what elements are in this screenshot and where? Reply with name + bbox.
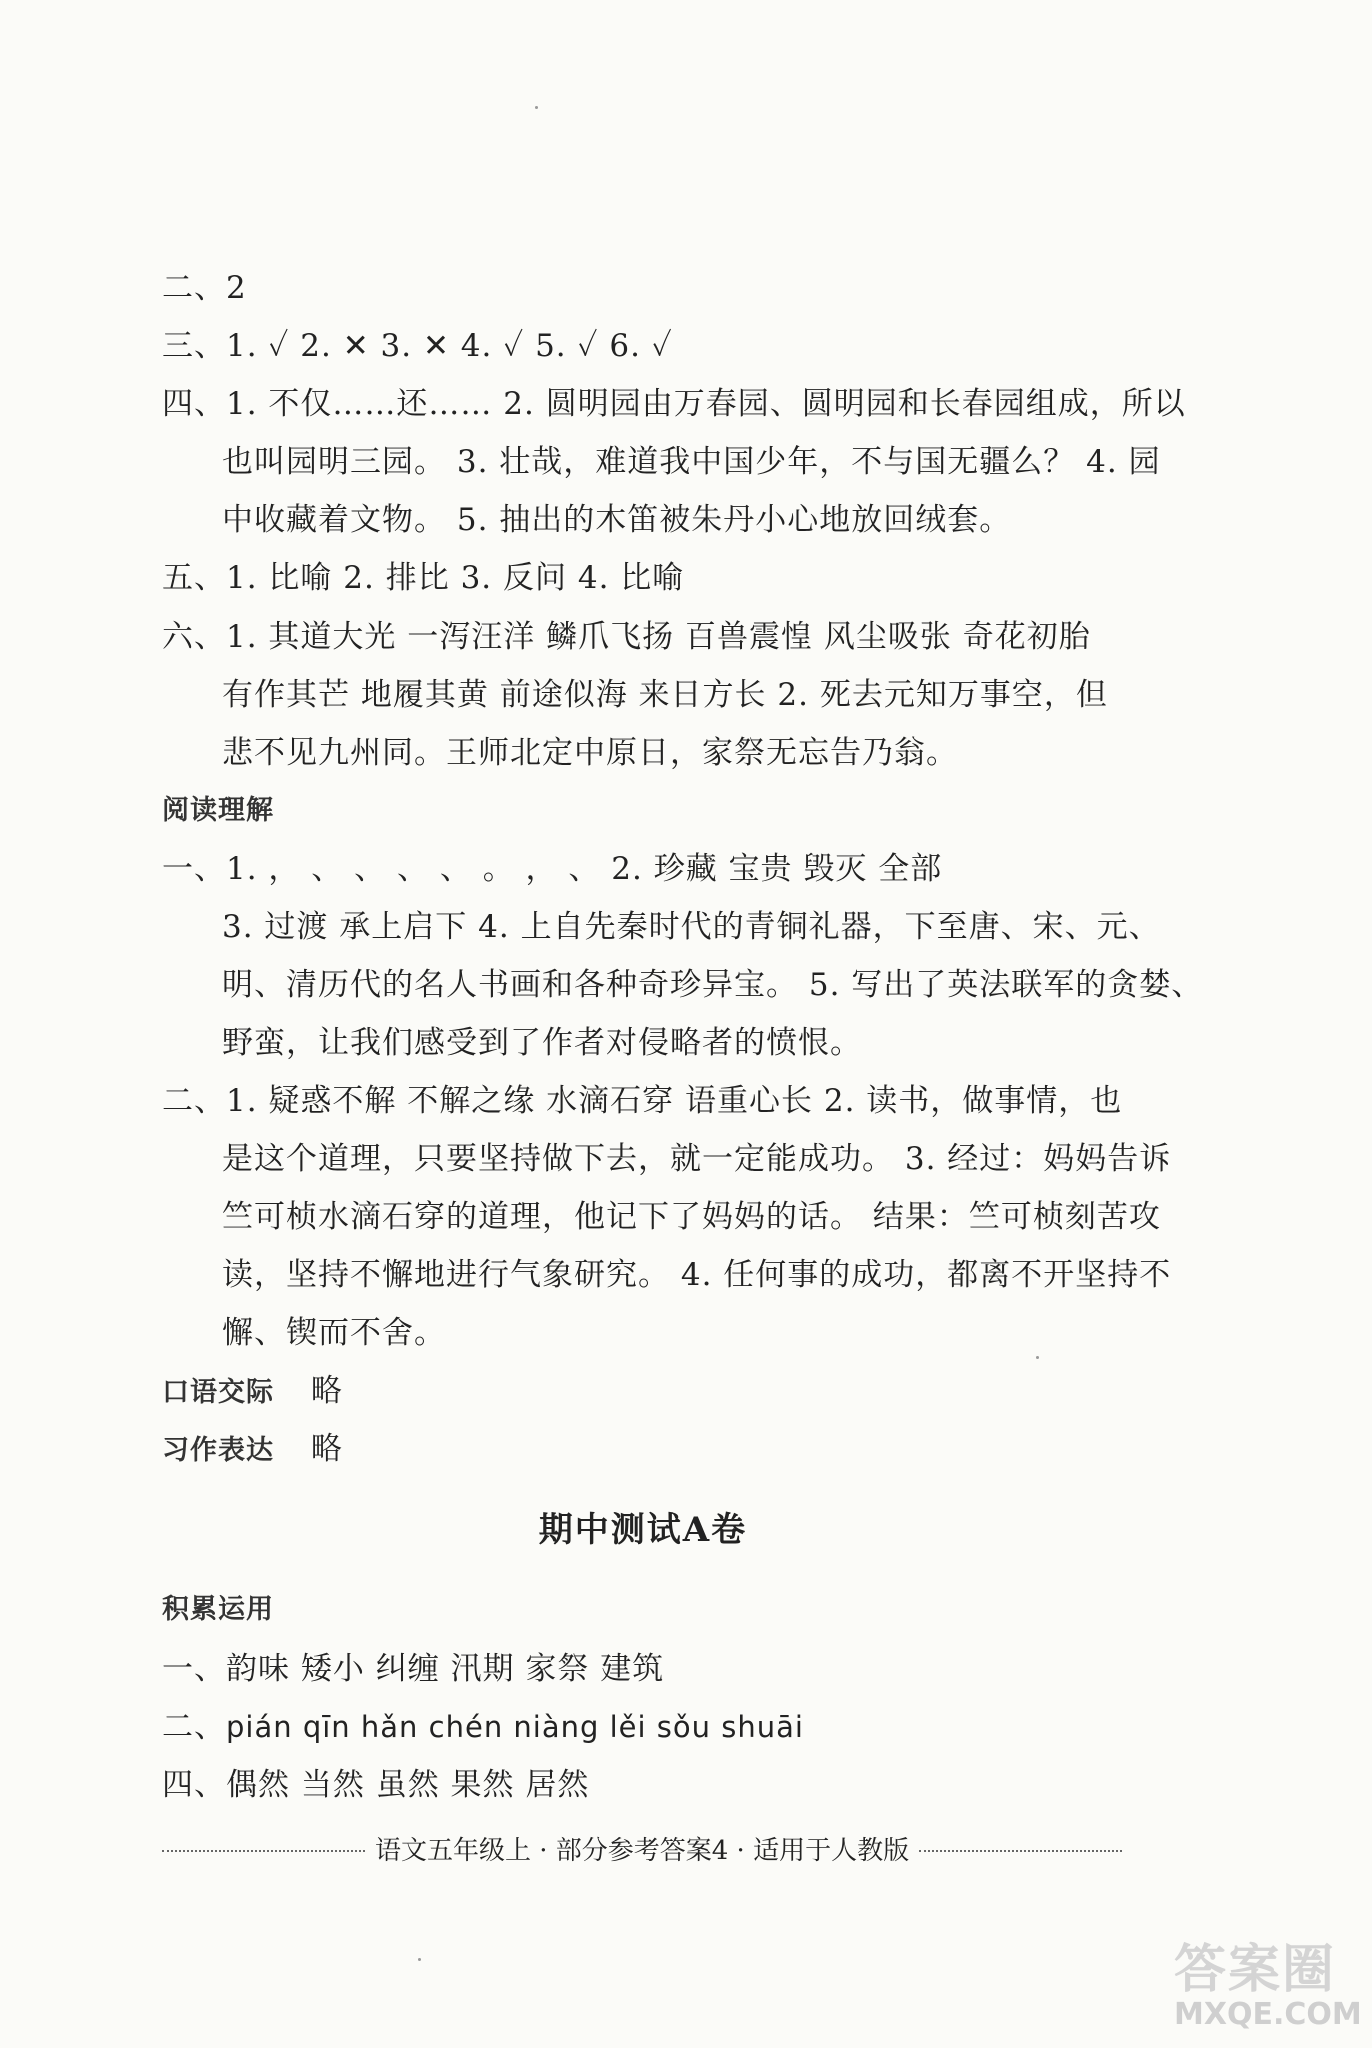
- footer-dots-left: [162, 1850, 365, 1852]
- answer-line-6-cont1: 有作其芒 地履其黄 前途似海 来日方长 2. 死去元知万事空，但: [222, 677, 1108, 713]
- pinyin-prefix: 二、: [162, 1709, 226, 1745]
- answer-line-3: 三、1. ✓ 2. ✕ 3. ✕ 4. ✓ 5. ✓ 6. ✓: [162, 328, 673, 364]
- answer-line-5: 五、1. 比喻 2. 排比 3. 反问 4. 比喻: [162, 560, 685, 596]
- reading-line-1-cont1: 3. 过渡 承上启下 4. 上自先秦时代的青铜礼器，下至唐、宋、元、: [222, 909, 1161, 945]
- answer-line-6: 六、1. 其道大光 一泻汪洋 鳞爪飞扬 百兽震惶 风尘吸张 奇花初胎: [162, 619, 1091, 655]
- writing-value: 略: [310, 1431, 343, 1467]
- section-heading-reading: 阅读理解: [162, 795, 274, 826]
- accum-line-2: [162, 1707, 1162, 1747]
- watermark-logo: [1174, 1940, 1362, 2038]
- scan-speck: [1036, 1356, 1039, 1359]
- answer-line-4: 四、1. 不仅……还…… 2. 圆明园由万春园、圆明园和长春园组成，所以: [162, 386, 1186, 422]
- footer-dots-right: [919, 1850, 1122, 1852]
- reading-line-2-cont3: 读，坚持不懈地进行气象研究。 4. 任何事的成功，都离不开坚持不: [222, 1257, 1172, 1293]
- answer-line-2: 二、2: [162, 270, 247, 306]
- oral-label: 口语交际: [162, 1377, 274, 1408]
- pinyin-answers: pián qīn hǎn chén niàng lěi sǒu shuāi: [226, 1710, 804, 1744]
- reading-line-1: 一、1. ， 、 、 、 、 。 ， 、 2. 珍藏 宝贵 毁灭 全部: [162, 851, 943, 887]
- writing-label: 习作表达: [162, 1435, 274, 1466]
- footer-text: 语文五年级上 · 部分参考答案4 · 适用于人教版: [374, 1835, 910, 1866]
- accum-line-1: 一、韵味 矮小 纠缠 汛期 家祭 建筑: [162, 1651, 665, 1687]
- reading-line-2-cont2: 竺可桢水滴石穿的道理，他记下了妈妈的话。 结果：竺可桢刻苦攻: [222, 1199, 1161, 1235]
- watermark-text: 答案圈: [1174, 1940, 1337, 2000]
- writing-row: [162, 1429, 1162, 1469]
- watermark-url: MXQE.COM: [1174, 1997, 1362, 2032]
- exam-title: 期中测试A卷: [538, 1510, 748, 1550]
- section-heading-accum: 积累运用: [162, 1594, 274, 1625]
- oral-value: 略: [310, 1373, 343, 1409]
- reading-line-2-cont1: 是这个道理，只要坚持做下去，就一定能成功。 3. 经过：妈妈告诉: [222, 1141, 1172, 1177]
- scan-speck: [535, 106, 538, 109]
- answer-line-4-cont1: 也叫园明三园。 3. 壮哉，难道我中国少年，不与国无疆么？ 4. 园: [222, 444, 1161, 480]
- reading-line-1-cont2: 明、清历代的名人书画和各种奇珍异宝。 5. 写出了英法联军的贪婪、: [222, 967, 1204, 1003]
- answer-line-6-cont2: 悲不见九州同。王师北定中原日，家祭无忘告乃翁。: [222, 735, 958, 771]
- accum-line-4: 四、偶然 当然 虽然 果然 居然: [162, 1767, 590, 1803]
- reading-line-1-cont3: 野蛮，让我们感受到了作者对侵略者的愤恨。: [222, 1025, 862, 1061]
- page-footer: [162, 1828, 1122, 1868]
- reading-line-2-cont4: 懈、锲而不舍。: [222, 1315, 446, 1351]
- scan-speck: [418, 1958, 421, 1961]
- answer-line-4-cont2: 中收藏着文物。 5. 抽出的木笛被朱丹小心地放回绒套。: [222, 502, 1012, 538]
- reading-line-2: 二、1. 疑惑不解 不解之缘 水滴石穿 语重心长 2. 读书，做事情，也: [162, 1083, 1123, 1119]
- oral-row: [162, 1371, 1162, 1411]
